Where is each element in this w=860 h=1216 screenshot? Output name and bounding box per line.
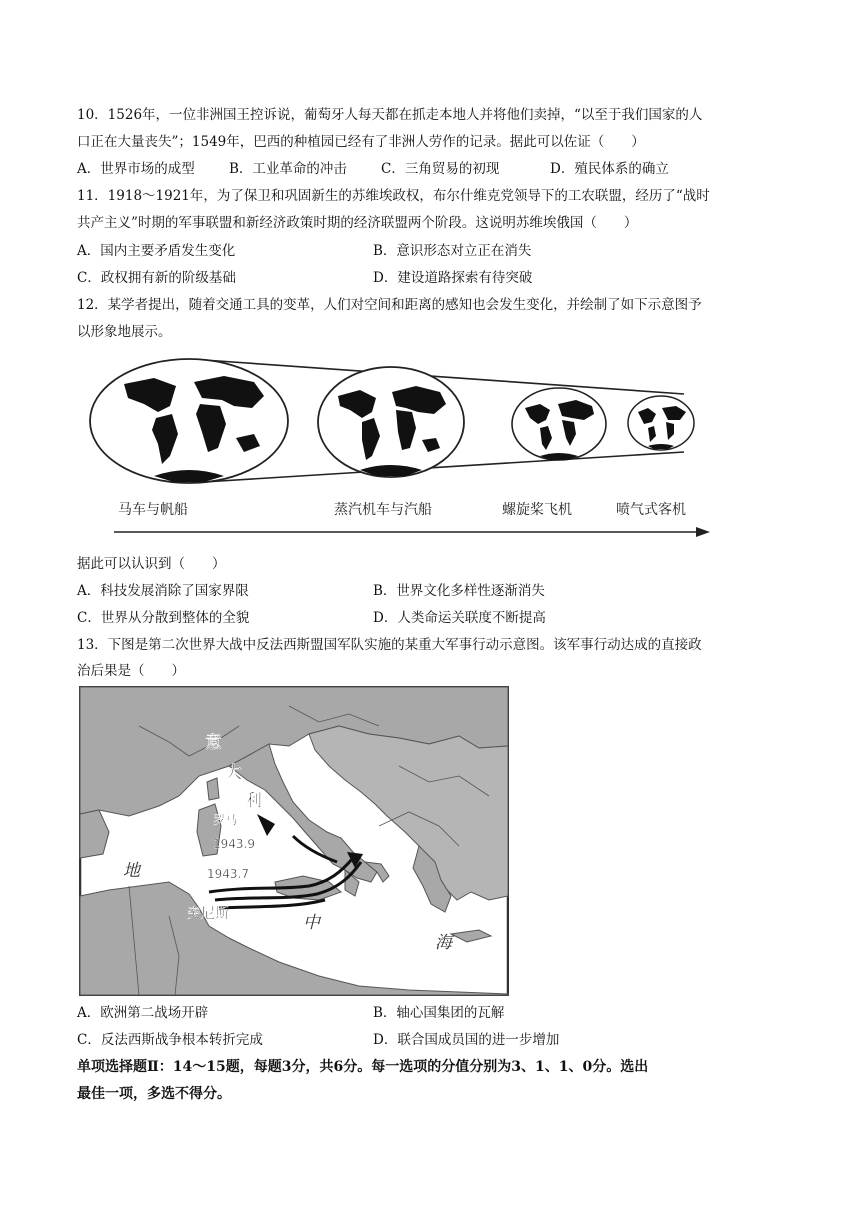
map-label-sea-2: 中 (303, 913, 320, 933)
q11-stem-line2: 共产主义”时期的军事联盟和新经济政策时期的经济联盟两个阶段。这说明苏维埃俄国（ ） (77, 215, 638, 231)
q12-stem-line1: 12．某学者提出，随着交通工具的变革，人们对空间和距离的感知也会发生变化，并绘制了如下示意图予 (77, 297, 702, 313)
q10-option-d[interactable]: D．殖民体系的确立 (550, 161, 669, 177)
q10-option-a[interactable]: A．世界市场的成型 (77, 161, 195, 177)
q13-option-a[interactable]: A．欧洲第二战场开辟 (77, 1005, 209, 1021)
q10-option-b[interactable]: B．工业革命的冲击 (229, 161, 347, 177)
globe-icon (318, 367, 464, 477)
map-label-tunis: 突尼斯 (187, 906, 229, 922)
label-steam-train-steamship: 蒸汽机车与汽船 (334, 502, 432, 518)
q12-option-a[interactable]: A．科技发展消除了国家界限 (77, 583, 249, 599)
q12-prompt: 据此可以认识到（ ） (77, 556, 226, 572)
q13-stem-line2: 治后果是（ ） (77, 663, 185, 679)
q13-option-b[interactable]: B．轴心国集团的瓦解 (373, 1005, 505, 1021)
q11-option-a[interactable]: A．国内主要矛盾发生变化 (77, 243, 236, 259)
label-propeller-plane: 螺旋桨飞机 (502, 502, 572, 518)
q10-option-c[interactable]: C．三角贸易的初现 (381, 161, 500, 177)
map-label-sea-1: 地 (123, 861, 140, 881)
map-label-date-1943-9: 1943.9 (213, 837, 255, 851)
map-label-date-1943-7: 1943.7 (207, 867, 249, 881)
q12-option-d[interactable]: D．人类命运关联度不断提高 (373, 610, 546, 626)
map-label-sea-3: 海 (435, 933, 452, 953)
q13-option-d[interactable]: D．联合国成员国的进一步增加 (373, 1032, 560, 1048)
q11-option-d[interactable]: D．建设道路探索有待突破 (373, 270, 533, 286)
q11-option-b[interactable]: B．意识形态对立正在消失 (373, 243, 532, 259)
globe-icon (628, 396, 694, 450)
q11-option-c[interactable]: C．政权拥有新的阶级基础 (77, 270, 236, 286)
section-heading-line2: 最佳一项，多选不得分。 (77, 1086, 231, 1102)
q13-stem-line1: 13．下图是第二次世界大战中反法西斯盟国军队实施的某重大军事行动示意图。该军事行动达成的直接政 (77, 637, 702, 653)
q10-stem-line2: 口正在大量丧失”；1549年，巴西的种植园已经有了非洲人劳作的记录。据此可以佐证（ ） (77, 134, 645, 150)
section-heading-line1: 单项选择题Ⅱ：14～15题，每题3分，共6分。每一选项的分值分别为3、1、1、0分。选出 (77, 1059, 649, 1075)
map-label-italy-3: 利 (245, 791, 262, 811)
map-label-italy-2: 大 (225, 763, 242, 783)
q10-stem-line1: 10．1526年，一位非洲国王控诉说，葡萄牙人每天都在抓走本地人并将他们卖掉，“以至于我们国家的人 (77, 107, 703, 123)
globe-icon (512, 388, 606, 460)
globe-icon (90, 359, 288, 483)
q12-stem-line2: 以形象地展示。 (77, 324, 172, 340)
arrow-head-icon (696, 527, 710, 537)
map-label-italy-1: 意 (205, 733, 222, 753)
q12-option-b[interactable]: B．世界文化多样性逐渐消失 (373, 583, 545, 599)
q11-stem-line1: 11．1918～1921年，为了保卫和巩固新生的苏维埃政权，布尔什维克党领导下的工农联盟，经历了“战时 (77, 188, 710, 204)
label-jet-airliner: 喷气式客机 (616, 502, 686, 518)
map-label-rome: 罗马 (213, 813, 238, 827)
q12-option-c[interactable]: C．世界从分散到整体的全貌 (77, 610, 250, 626)
transport-world-diagram (84, 352, 724, 544)
sicily-landing-map (79, 686, 509, 996)
q13-option-c[interactable]: C．反法西斯战争根本转折完成 (77, 1032, 263, 1048)
label-carriage-sailboat: 马车与帆船 (118, 502, 188, 518)
